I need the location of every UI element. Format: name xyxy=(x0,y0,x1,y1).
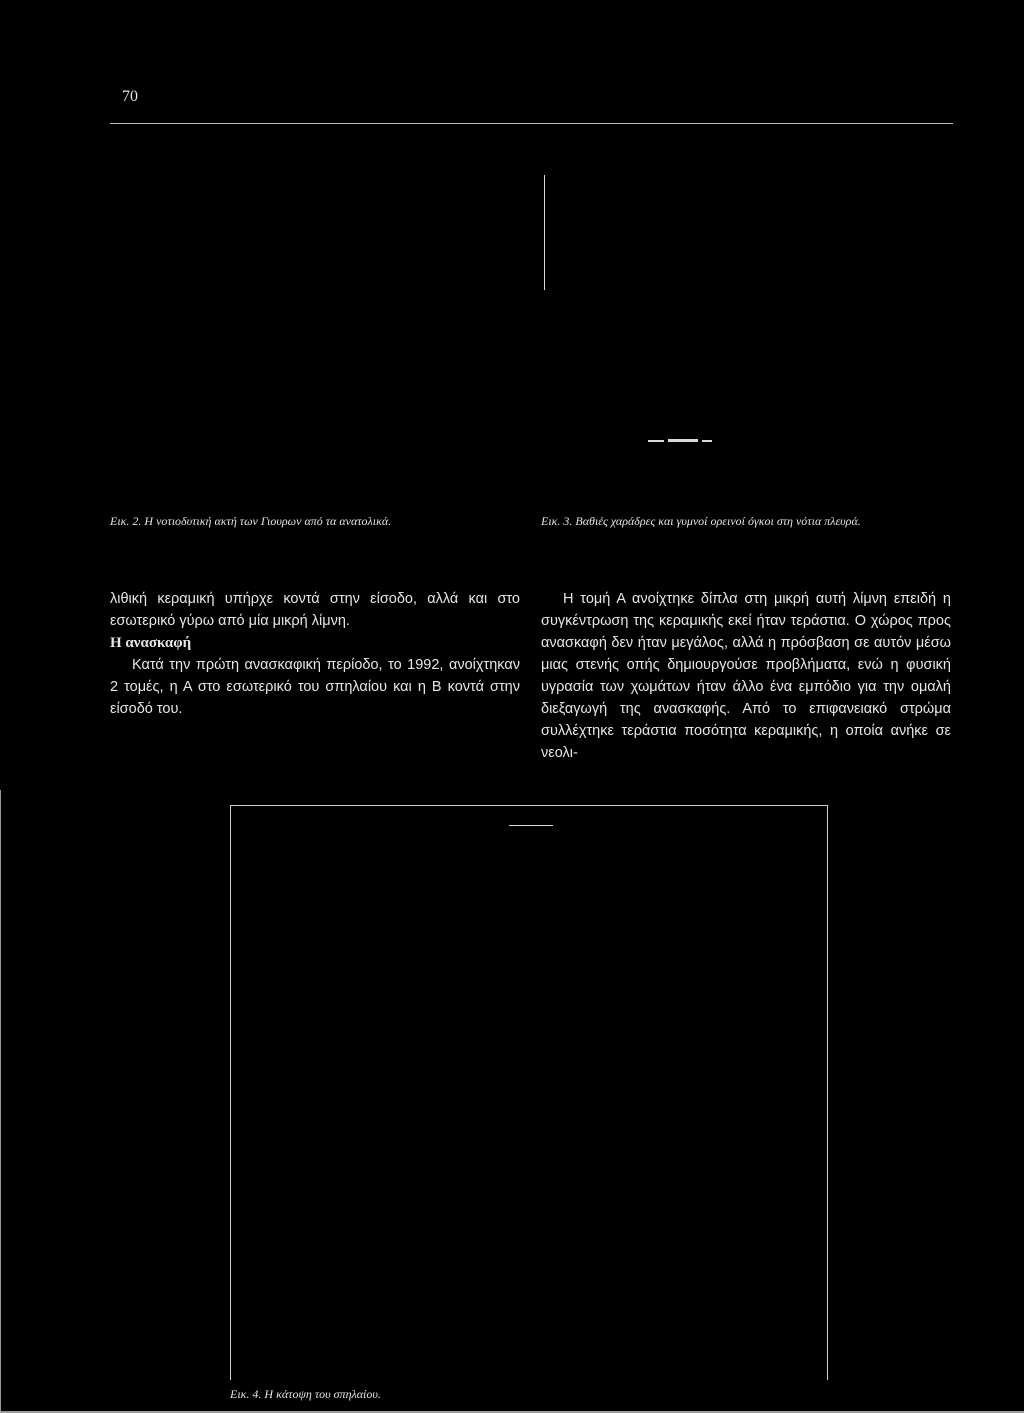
photo-mark xyxy=(544,175,545,290)
plan-mark xyxy=(509,825,553,826)
scan-left-edge xyxy=(0,790,1,1413)
photo-mark xyxy=(668,439,698,442)
figure-4-plan xyxy=(230,805,828,1380)
figure-2-photo xyxy=(110,140,520,500)
left-paragraph-2: Κατά την πρώτη ανασκαφική περίοδο, το 1992, ανοίχτηκαν 2 τομές, η Α στο εσωτερικό του σπηλαίου και η Β κοντά στην είσοδό του. xyxy=(110,657,520,717)
figure-3-caption: Εικ. 3. Βαθιές χαράδρες και γυμνοί ορεινοί όγκοι στη νότια πλευρά. xyxy=(541,514,861,528)
photo-mark xyxy=(702,440,712,442)
figure-4-caption: Εικ. 4. Η κάτοψη του σπηλαίου. xyxy=(230,1387,381,1401)
left-paragraph-1: λιθική κεραμική υπήρχε κοντά στην είσοδο, αλλά και στο εσωτερικό γύρω από μία μικρή λίμνη. xyxy=(110,591,520,629)
header-rule xyxy=(110,123,953,124)
section-heading: Η ανασκαφή xyxy=(110,635,192,651)
left-text-column xyxy=(110,588,520,720)
figure-2-caption: Εικ. 2. Η νοτιοδυτική ακτή των Γιουρων από τα ανατολικά. xyxy=(110,514,392,528)
page-number: 70 xyxy=(122,88,138,105)
right-text-column xyxy=(541,588,951,764)
right-paragraph-1: Η τομή Α ανοίχτηκε δίπλα στη μικρή αυτή λίμνη επειδή η συγκέντρωση της κεραμικής εκεί ήταν τεράστια. Ο χώρος προς ανασκαφή δεν ήταν μεγάλος, αλλά η πρόσβαση σε αυτόν μέσω μιας στενής οπής δημιουργούσε προβλήματα, ενώ η φυσική υγρασία των χωμάτων ήταν άλλο ένα εμπόδιο για την ομαλή διεξαγωγή της ανασκαφής. Από το επιφανειακό στρώμα συλλέχτηκε τεράστια ποσότητα κεραμικής, η οποία ανήκε σε νεολι- xyxy=(541,591,951,761)
figure-3-photo xyxy=(540,140,953,500)
photo-mark xyxy=(648,440,664,442)
